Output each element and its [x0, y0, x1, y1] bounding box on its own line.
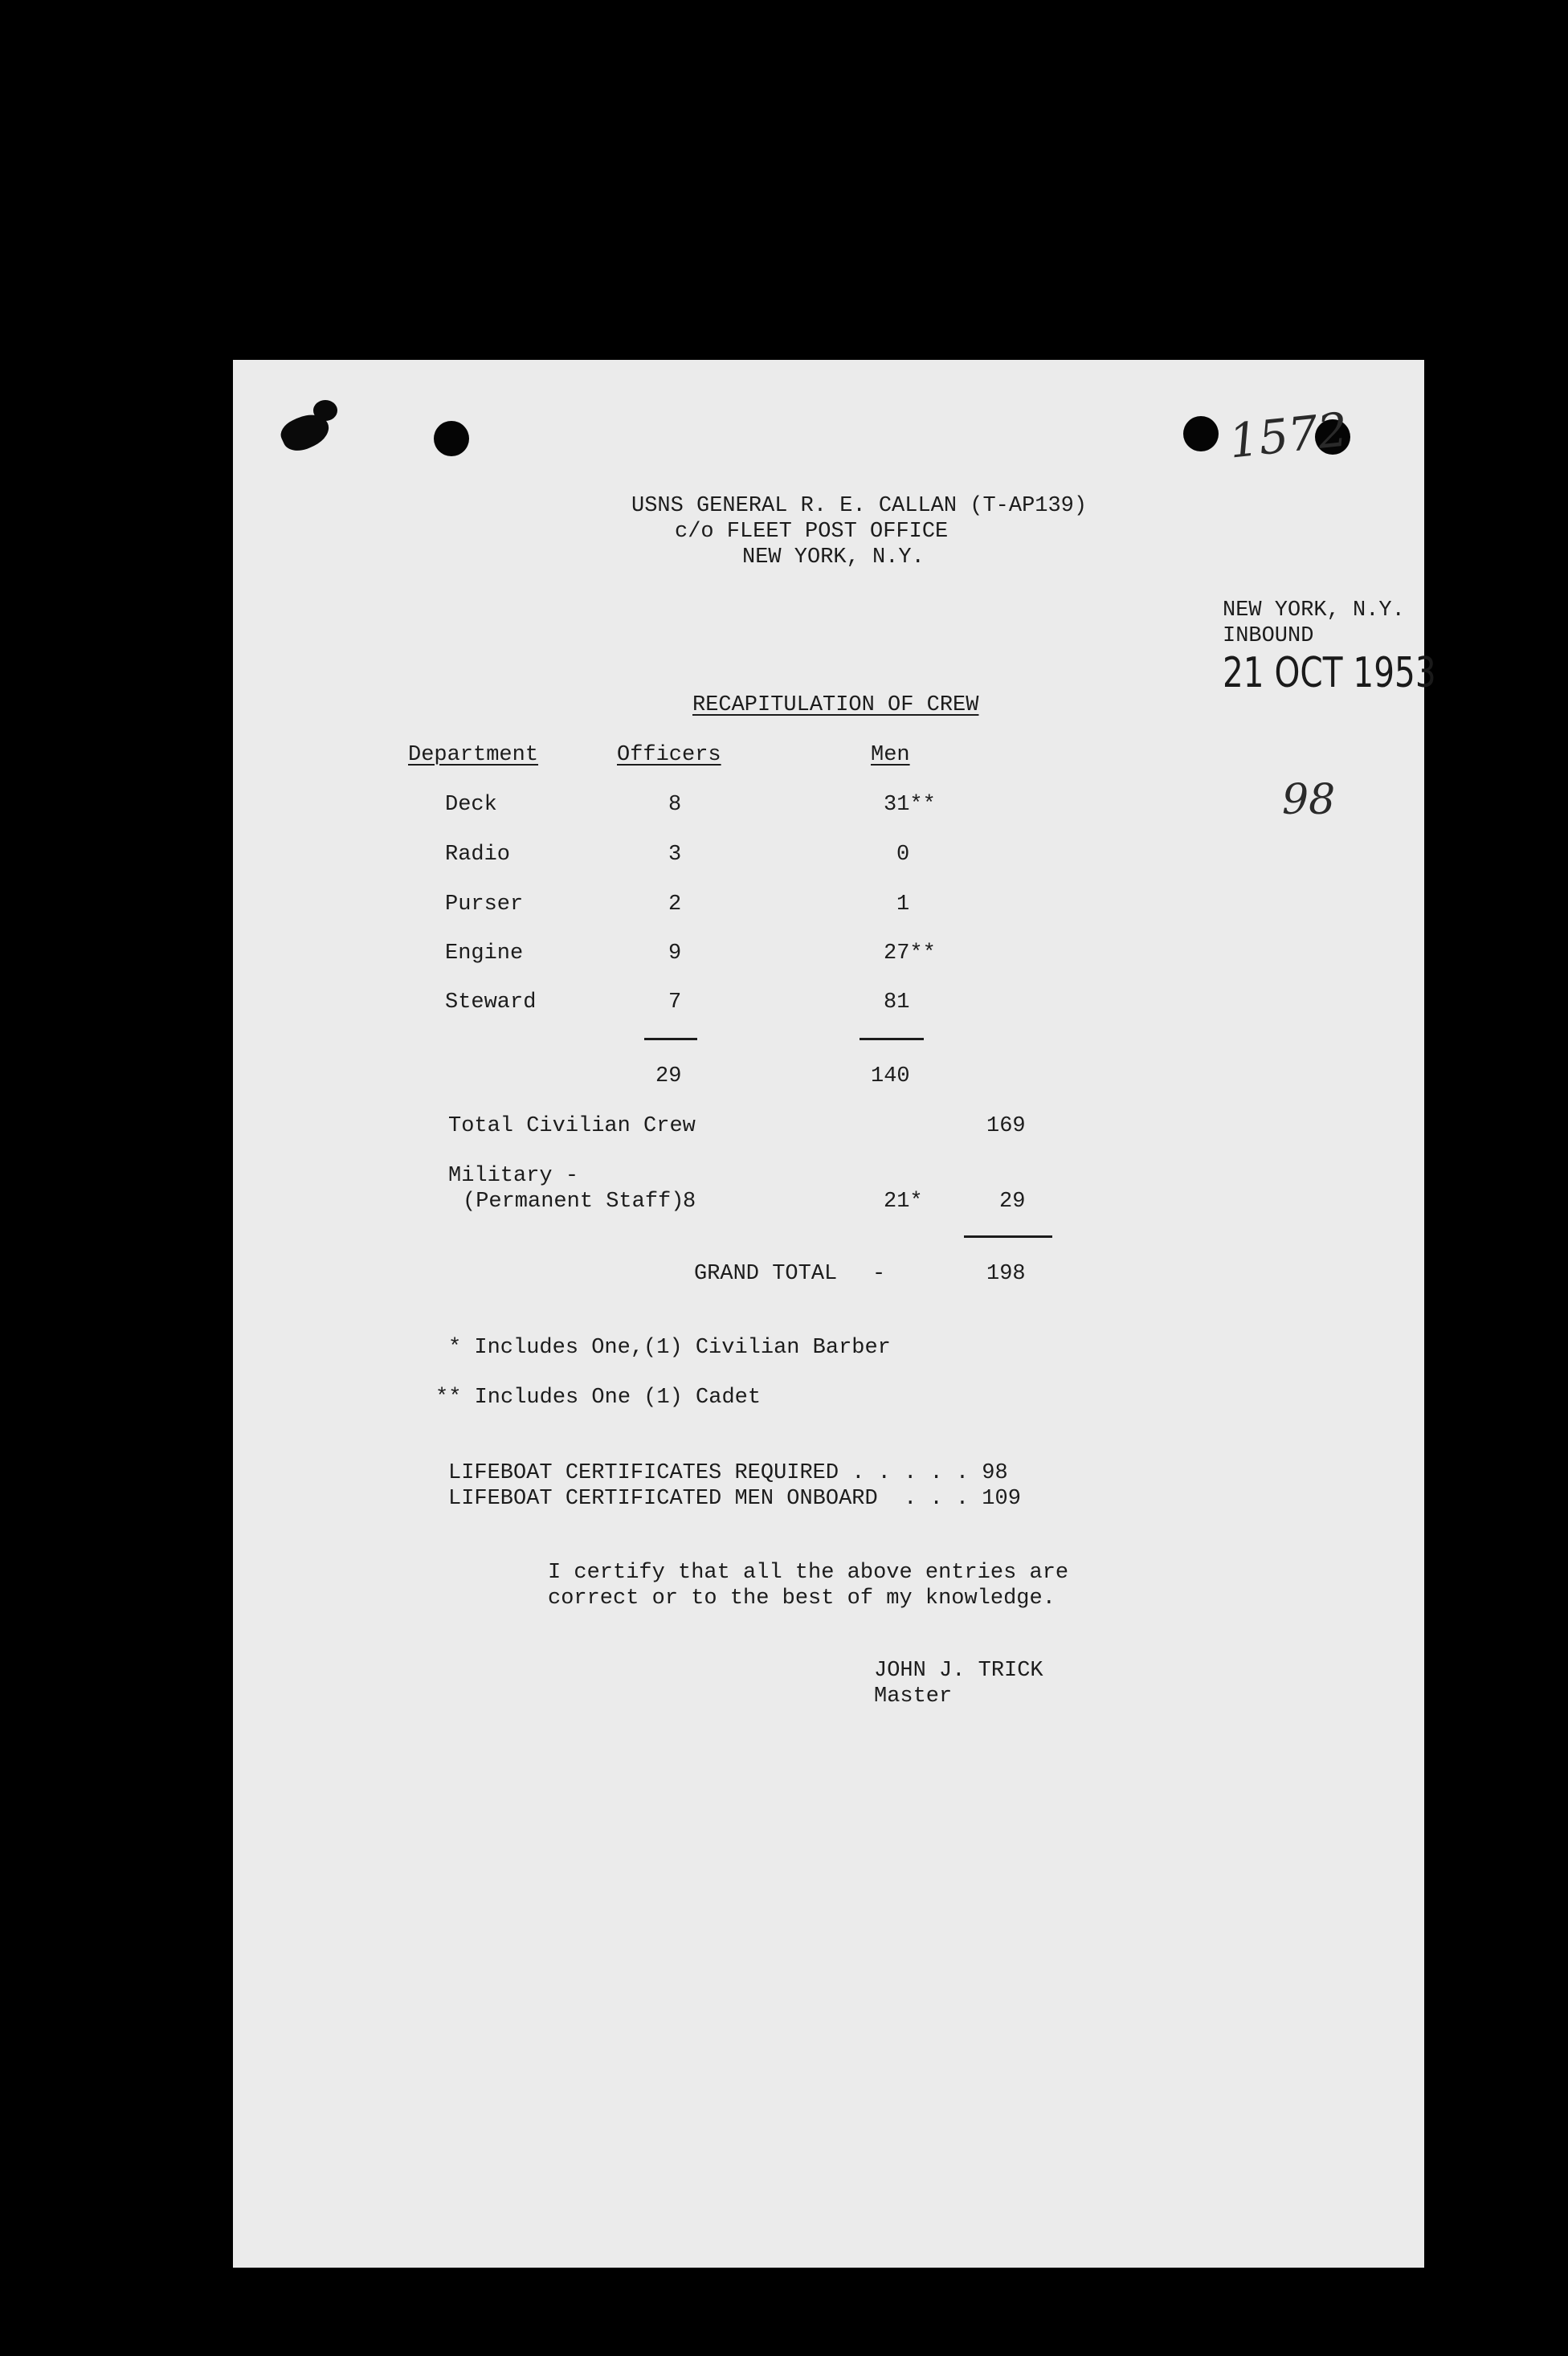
row-men: 81: [884, 990, 910, 1015]
subtotal-rule-men: [860, 1038, 924, 1040]
row-men: 27**: [884, 941, 936, 966]
punch-hole-right: [1183, 416, 1219, 451]
total-civilian-label: Total Civilian Crew: [448, 1114, 696, 1138]
grand-total-value: 198: [986, 1262, 1026, 1286]
row-department: Purser: [445, 892, 524, 917]
row-department: Steward: [445, 990, 537, 1015]
military-officers: 8: [683, 1190, 696, 1214]
stamp-date: 21 OCT 1953: [1223, 649, 1436, 697]
lifeboat-onboard: LIFEBOAT CERTIFICATED MEN ONBOARD . . . 109: [448, 1487, 1021, 1511]
row-officers: 2: [668, 892, 682, 917]
military-men: 21*: [884, 1190, 923, 1214]
row-officers: 9: [668, 941, 682, 966]
signature-name: JOHN J. TRICK: [874, 1659, 1043, 1683]
row-officers: 7: [668, 990, 682, 1015]
row-men: 31**: [884, 793, 936, 817]
lifeboat-required: LIFEBOAT CERTIFICATES REQUIRED . . . . . 98: [448, 1461, 1008, 1485]
ink-blot-mark-2: [313, 400, 337, 421]
military-total: 29: [999, 1190, 1026, 1214]
certification-line-1: I certify that all the above entries are: [548, 1561, 1069, 1585]
row-officers: 3: [668, 843, 682, 867]
total-civilian-value: 169: [986, 1114, 1026, 1138]
row-department: Deck: [445, 793, 497, 817]
stamp-city: NEW YORK, N.Y.: [1223, 598, 1405, 623]
header-ship-name: USNS GENERAL R. E. CALLAN (T-AP139): [631, 494, 1088, 518]
subtotal-men: 140: [871, 1064, 910, 1088]
document-page: [233, 360, 1436, 2268]
grand-total-dash: -: [872, 1262, 886, 1286]
header-post-office: c/o FLEET POST OFFICE: [675, 520, 949, 544]
header-city: NEW YORK, N.Y.: [742, 545, 925, 570]
subtotal-officers: 29: [655, 1064, 682, 1088]
row-department: Radio: [445, 843, 511, 867]
column-header-men: Men: [871, 743, 910, 767]
column-header-officers: Officers: [617, 743, 721, 767]
military-sublabel: (Permanent Staff): [463, 1190, 684, 1214]
row-men: 1: [896, 892, 910, 917]
grand-total-rule: [964, 1235, 1052, 1238]
signature-title: Master: [874, 1684, 953, 1709]
grand-total-label: GRAND TOTAL: [694, 1262, 838, 1286]
document-title: RECAPITULATION OF CREW: [692, 693, 979, 717]
note-single-asterisk: * Includes One,(1) Civilian Barber: [448, 1336, 891, 1360]
column-header-department: Department: [408, 743, 539, 767]
row-department: Engine: [445, 941, 524, 966]
handwritten-count: 98: [1282, 776, 1336, 824]
punch-hole-left: [434, 421, 469, 456]
note-double-asterisk: ** Includes One (1) Cadet: [435, 1386, 762, 1410]
military-label: Military -: [448, 1164, 579, 1188]
row-officers: 8: [668, 793, 682, 817]
handwritten-page-number: 1572: [1226, 402, 1350, 469]
stamp-inbound: INBOUND: [1223, 624, 1314, 648]
subtotal-rule-officers: [644, 1038, 697, 1040]
certification-line-2: correct or to the best of my knowledge.: [548, 1586, 1056, 1611]
row-men: 0: [896, 843, 910, 867]
